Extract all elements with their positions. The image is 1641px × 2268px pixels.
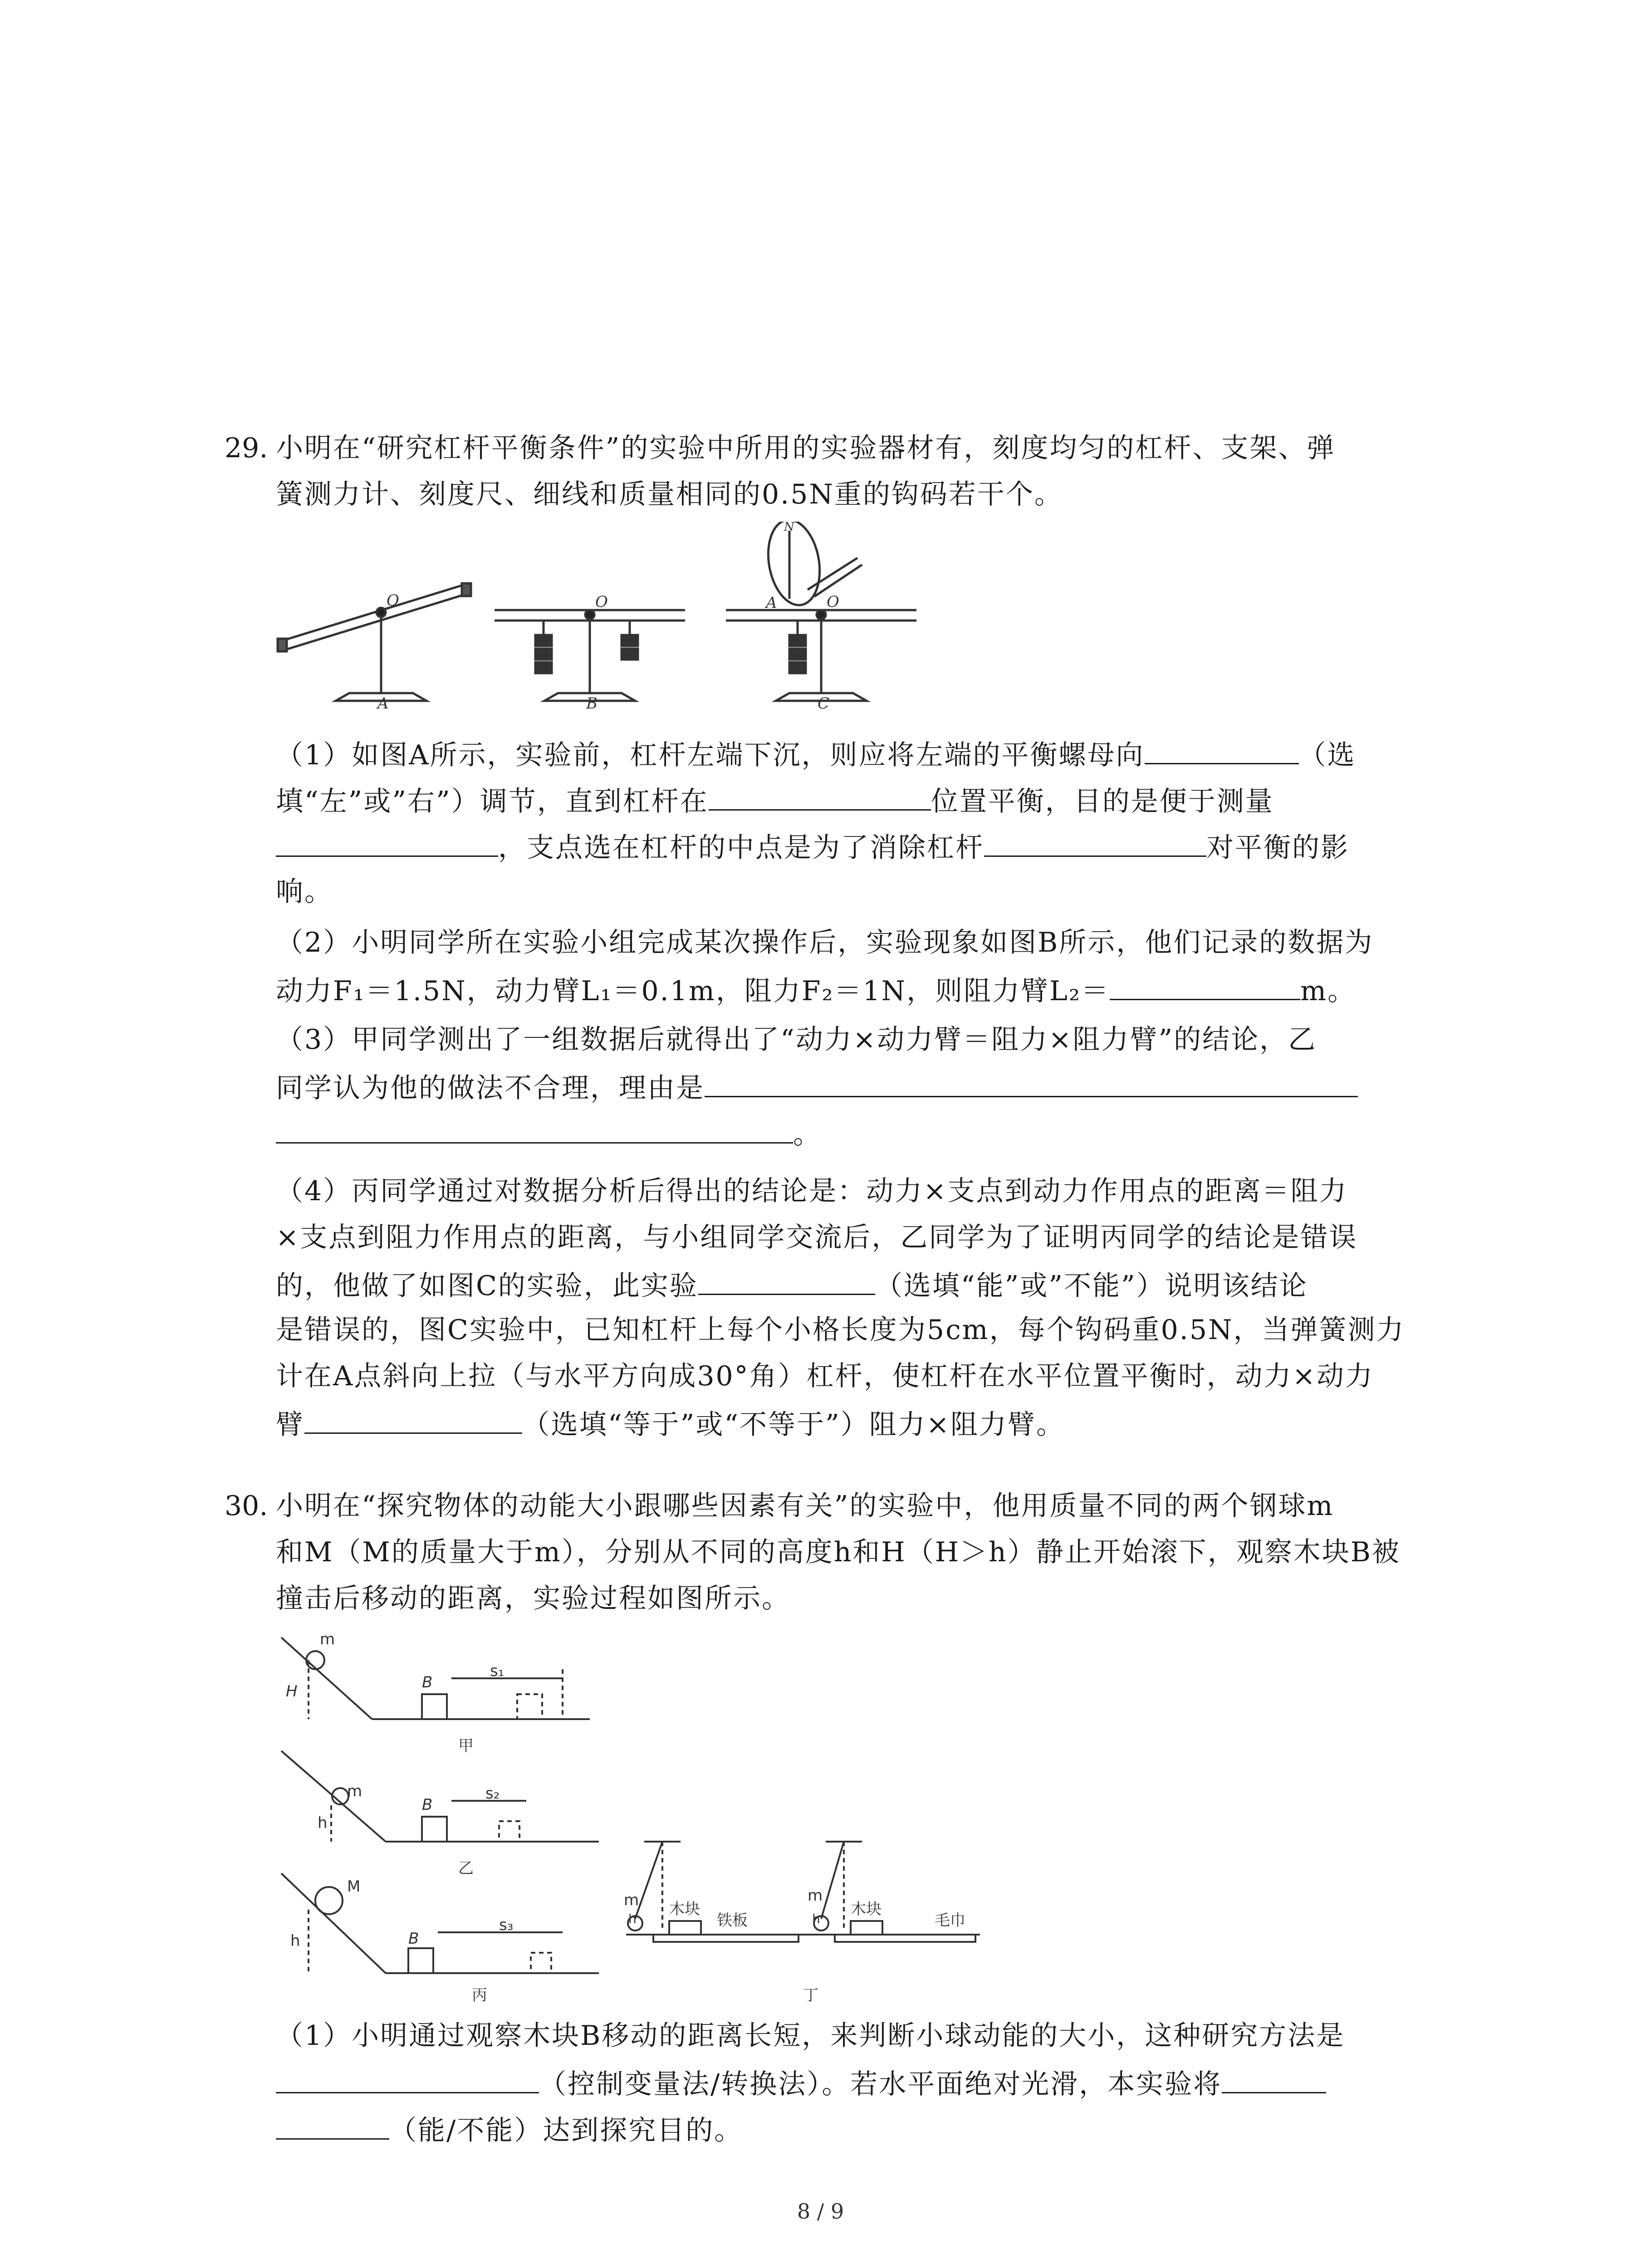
label-newton: N [784,522,794,534]
q29-p1-text-b: （选 [1298,739,1356,771]
question-30-number: 30. [225,1490,268,1522]
label-iron: 铁板 [717,1911,748,1930]
answer-blank-12[interactable] [276,2110,389,2140]
q30-intro-line-1: 小明在“探究物体的动能大小跟哪些因素有关”的实验中，他用质量不同的两个钢球m [276,1490,1334,1522]
answer-blank-8[interactable] [698,1266,875,1295]
q30-intro-line-3: 撞击后移动的距离，实验过程如图所示。 [276,1583,790,1614]
q29-p4-text-d: （选填“等于”或“不等于”）阻力×阻力臂。 [522,1409,1065,1441]
q30-p1-line-2 [276,2064,1326,2102]
q29-p4-text-c: 臂 [276,1409,304,1441]
q29-lever-figure [272,522,962,712]
lever-b [495,610,685,701]
q29-p4-line-5: 计在A点斜向上拉（与水平方向成30°角）杠杆，使杠杆在水平位置平衡时，动力×动力 [276,1360,1374,1392]
q29-p2-text-b: m。 [1300,975,1356,1007]
q29-p1-text-f: 对平衡的影 [1206,832,1349,864]
answer-blank-9[interactable] [304,1404,522,1434]
q29-intro-line-2: 簧测力计、刻度尺、细线和质量相同的0.5N重的钩码若干个。 [276,479,1063,510]
ramp-jia [281,1637,590,1719]
label-m-yi: m [347,1782,362,1800]
q29-p1-line-3 [276,827,1349,866]
q29-p2-line-2 [276,971,1356,1009]
label-h-bing: h [290,1932,300,1950]
q29-p3-text-b: 。 [793,1119,822,1150]
label-o-c: O [827,593,839,611]
question-29-number: 29. [225,432,268,464]
q29-p4-line-1: （4）丙同学通过对数据分析后得出的结论是：动力×支点到动力作用点的距离＝阻力 [276,1175,1348,1207]
lever-diagram [272,522,962,712]
q29-p4-line-6 [276,1404,1065,1443]
q29-p1-text-d: 位置平衡，目的是便于测量 [931,786,1274,817]
label-h-ding-2: h [812,1911,820,1926]
ramp-bing [281,1873,599,1973]
label-B-jia: B [422,1673,433,1691]
answer-blank-5[interactable] [1110,971,1300,1000]
q29-p3-text-a: 同学认为他的做法不合理，理由是 [276,1072,705,1104]
q29-p1-text-c: 填“左”或”右”）调节，直到杠杆在 [276,786,709,817]
label-m-jia: m [320,1630,335,1648]
answer-blank-6[interactable] [705,1068,1358,1097]
label-ding: 丁 [803,1986,818,2004]
label-block-2: 木块 [851,1900,882,1918]
label-c: C [818,694,830,712]
answer-blank-3[interactable] [276,827,498,857]
label-B-yi: B [422,1796,433,1814]
label-point-a: A [766,594,777,612]
q29-p4-text-b: （选填“能”或”不能”）说明该结论 [875,1270,1308,1302]
lever-a [278,583,471,701]
q29-p1-line-4: 响。 [276,876,333,908]
q30-kinetic-energy-figure [272,1628,998,2019]
q29-p2-line-1: （2）小明同学所在实验小组完成某次操作后，实验现象如图B所示，他们记录的数据为 [276,927,1374,958]
q29-p2-text-a: 动力F₁＝1.5N，动力臂L₁＝0.1m，阻力F₂＝1N，则阻力臂L₂＝ [276,975,1110,1007]
label-towel: 毛巾 [935,1911,965,1930]
page-number: 8 / 9 [797,2199,844,2224]
label-B-bing: B [408,1930,419,1948]
ramp-yi [281,1751,599,1842]
lever-c [726,522,916,701]
label-jia: 甲 [458,1737,474,1755]
answer-blank-10[interactable] [276,2064,539,2093]
q29-p4-line-3 [276,1266,1308,1304]
q30-p1-text-a: （控制变量法/转换法）。若水平面绝对光滑，本实验将 [539,2068,1222,2100]
answer-blank-7[interactable] [276,1114,793,1144]
answer-blank-4[interactable] [984,827,1206,857]
q29-p3-line-3 [276,1114,822,1153]
answer-blank-2[interactable] [709,781,931,811]
label-m-ding-2: m [808,1887,823,1905]
label-s3: s₃ [499,1916,514,1934]
label-H-jia: H [286,1682,298,1701]
label-a: A [377,694,389,712]
q30-p1-line-3 [276,2110,743,2149]
answer-blank-1[interactable] [1145,735,1299,764]
label-s2: s₂ [485,1784,500,1803]
answer-blank-11[interactable] [1222,2064,1326,2093]
label-h-yi: h [318,1814,328,1832]
q30-p1-text-b: （能/不能）达到探究目的。 [389,2115,743,2146]
q30-p1-line-1: （1）小明通过观察木块B移动的距离长短，来判断小球动能的大小，这种研究方法是 [276,2020,1345,2052]
label-h-ding-1: h [628,1911,637,1926]
label-b: B [586,694,598,712]
q29-p4-line-2: ×支点到阻力作用点的距离，与小组同学交流后，乙同学为了证明丙同学的结论是错误 [276,1222,1358,1253]
q29-p3-line-2 [276,1068,1358,1106]
label-o-b: O [595,593,608,611]
label-m-ding-1: m [624,1891,639,1909]
q30-intro-line-2: 和M（M的质量大于m），分别从不同的高度h和H（H＞h）静止开始滚下，观察木块B被 [276,1536,1401,1568]
label-bing: 丙 [472,1986,487,2004]
q29-p1-line-1 [276,735,1356,773]
q29-p3-line-1: （3）甲同学测出了一组数据后就得出了“动力×动力臂＝阻力×阻力臂”的结论，乙 [276,1024,1317,1056]
ramp-diagram [272,1628,998,2019]
q29-p4-line-4: 是错误的，图C实验中，已知杠杆上每个小格长度为5cm，每个钩码重0.5N，当弹簧测力 [276,1314,1405,1346]
label-M-bing: M [347,1877,361,1896]
q29-intro-line-1: 小明在“研究杠杆平衡条件”的实验中所用的实验器材有，刻度均匀的杠杆、支架、弹 [276,432,1336,464]
label-yi: 乙 [458,1859,474,1877]
q29-p1-text-e: ，支点选在杠杆的中点是为了消除杠杆 [498,832,984,864]
label-o-a: O [387,591,399,610]
label-block-1: 木块 [669,1900,700,1918]
q29-p4-text-a: 的，他做了如图C的实验，此实验 [276,1270,698,1302]
q29-p1-text-a: （1）如图A所示，实验前，杠杆左端下沉，则应将左端的平衡螺母向 [276,739,1145,771]
q29-p1-line-2 [276,781,1274,820]
label-s1: s₁ [490,1662,505,1680]
